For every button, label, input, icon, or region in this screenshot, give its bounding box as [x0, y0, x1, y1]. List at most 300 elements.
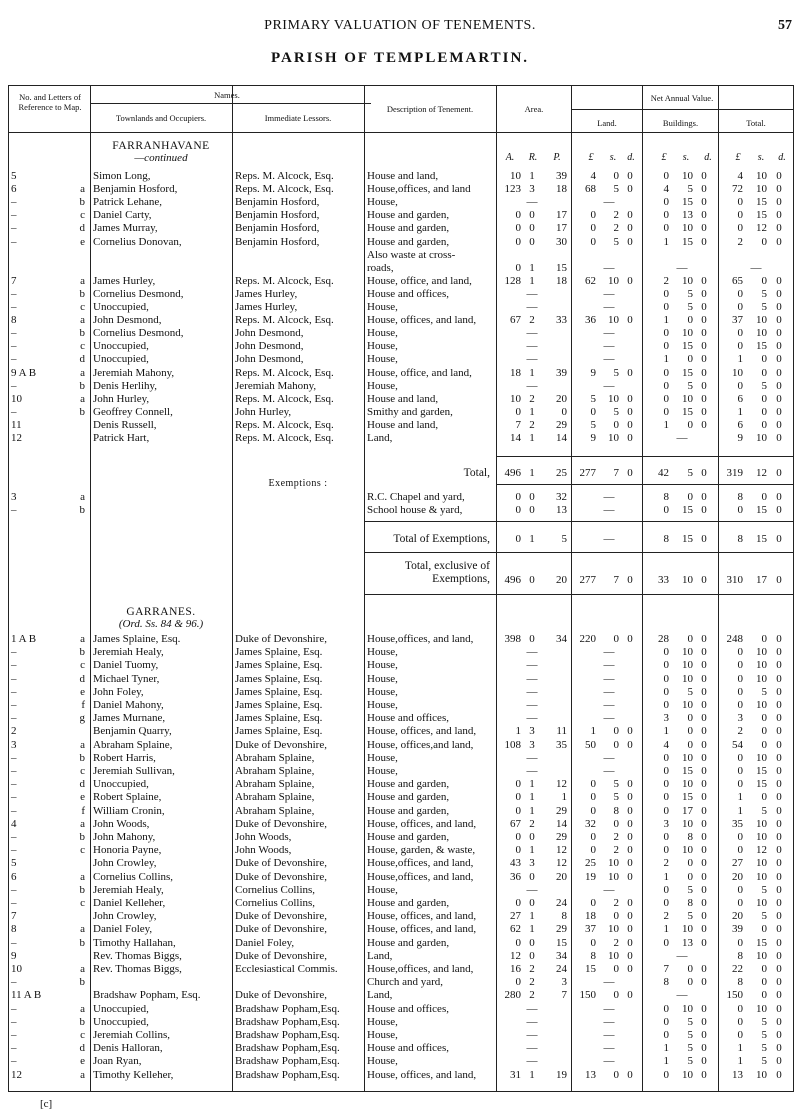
cell-buildings-shillings: 5: [687, 301, 693, 313]
cell-buildings-pence: 0: [701, 301, 707, 313]
cell-area-acres: 10: [510, 170, 521, 182]
cell-description: Land,: [367, 989, 393, 1002]
cell-map-ref: –: [11, 379, 17, 392]
cell-occupier: Unoccupied,: [93, 340, 149, 353]
cell-area-roods: —: [526, 353, 538, 366]
cell-description: roads,: [367, 261, 394, 274]
cell-buildings-shillings: 15: [682, 405, 693, 418]
cell-land-pounds: 9: [590, 366, 596, 379]
cell-map-ref: –: [11, 751, 17, 764]
cell-map-ref: –: [11, 659, 17, 672]
cell-map-ref: –: [11, 405, 17, 418]
cell-buildings-pounds: 2: [663, 857, 669, 870]
cell-map-ref: 8: [11, 923, 17, 936]
cell-area-acres: 0: [515, 778, 521, 791]
cell-area-acres: 67: [510, 817, 521, 830]
cell-total-pounds: 0: [737, 672, 743, 685]
table-row: [9, 791, 793, 803]
cell-buildings-pounds: 0: [663, 751, 669, 764]
cell-area-perches: 20: [556, 574, 567, 586]
cell-buildings-shillings: 0: [687, 712, 693, 725]
cell-total-pounds: 1: [737, 405, 743, 418]
cell-total-shillings: 10: [756, 1068, 767, 1081]
cell-buildings-pounds: 28: [658, 633, 669, 645]
cell-buildings-shillings: 5: [687, 379, 693, 392]
cell-area-acres: 0: [515, 405, 521, 418]
cell-map-letter: d: [79, 222, 85, 235]
cell-buildings-shillings: 10: [682, 327, 693, 340]
cell-map-ref: –: [11, 936, 17, 949]
unit-pounds: £: [735, 152, 741, 163]
cell-area-roods: 1: [529, 804, 535, 817]
cell-description: House, offices,and land,: [367, 738, 474, 751]
cell-buildings-shillings: 10: [682, 646, 693, 659]
cell-buildings-shillings: 10: [682, 659, 693, 672]
cell-buildings-shillings: —: [676, 949, 688, 962]
cell-map-letter: e: [80, 235, 85, 248]
total-label: Total,: [463, 467, 490, 479]
cell-total-shillings: 0: [761, 963, 767, 975]
cell-land-pence: 0: [627, 418, 633, 431]
cell-lessor: James Splaine, Esq.: [235, 725, 323, 738]
cell-total-pounds: 20: [732, 870, 743, 883]
cell-buildings-pence: 0: [701, 1068, 707, 1081]
cell-land-pounds: 277: [579, 467, 596, 479]
cell-description: House,: [367, 659, 398, 672]
cell-map-ref: 4: [11, 817, 17, 830]
cell-buildings-shillings: 10: [682, 392, 693, 405]
cell-land-pounds: 220: [579, 633, 596, 645]
cell-lessor: Duke of Devonshire,: [235, 857, 327, 870]
cell-total-pence: 0: [776, 725, 782, 738]
cell-total-pence: 0: [776, 574, 782, 586]
cell-land-shillings: 8: [613, 804, 619, 817]
cell-area-acres: 10: [510, 392, 521, 405]
cell-buildings-pence: 0: [701, 353, 707, 366]
total-rule: [496, 456, 793, 457]
cell-buildings-pounds: 0: [663, 1068, 669, 1081]
cell-map-letter: f: [81, 804, 85, 817]
cell-map-ref: –: [11, 685, 17, 698]
cell-land-pence: 0: [627, 804, 633, 817]
cell-total-pounds: 310: [726, 574, 743, 586]
cell-buildings-shillings: 10: [682, 699, 693, 711]
cell-land-shillings: 10: [608, 274, 619, 287]
table-row: [9, 950, 793, 962]
cell-lessor: James Hurley,: [235, 287, 298, 300]
cell-buildings-shillings: 10: [682, 923, 693, 936]
cell-description: House and garden,: [367, 778, 450, 791]
cell-map-ref: 2: [11, 725, 17, 738]
cell-area-perches: 17: [556, 222, 567, 235]
cell-description: House,offices, and land,: [367, 633, 474, 645]
cell-buildings-shillings: 15: [682, 765, 693, 777]
table-row: [9, 196, 793, 208]
cell-area-perches: 39: [556, 170, 567, 182]
table-row: [9, 831, 793, 843]
cell-total-shillings: 17: [756, 574, 767, 586]
cell-total-pounds: 20: [732, 910, 743, 923]
cell-total-pounds: 2: [737, 235, 743, 248]
table-row: [9, 275, 793, 287]
cell-area-perches: 13: [556, 504, 567, 517]
cell-total-pounds: 4: [737, 170, 743, 182]
cell-area-acres: 0: [515, 844, 521, 857]
cell-description: House, garden, & waste,: [367, 844, 476, 857]
cell-area-roods: —: [526, 646, 538, 659]
cell-area-roods: —: [526, 327, 538, 340]
cell-area-roods: 2: [529, 392, 535, 405]
cell-area-perches: 8: [561, 910, 567, 923]
table-row: [9, 739, 793, 751]
cell-map-ref: –: [11, 340, 17, 353]
cell-description: School house & yard,: [367, 504, 463, 517]
cell-description: House and garden,: [367, 831, 450, 843]
cell-buildings-shillings: 5: [687, 910, 693, 923]
cell-land-shillings: —: [603, 699, 615, 711]
cell-buildings-pence: 0: [701, 883, 707, 896]
cell-map-letter: b: [79, 504, 85, 517]
cell-area-perches: 35: [556, 738, 567, 751]
cell-land-pounds: 0: [590, 844, 596, 857]
cell-area-acres: 0: [515, 831, 521, 843]
cell-map-letter: b: [79, 936, 85, 949]
cell-total-pence: 0: [776, 870, 782, 883]
cell-buildings-shillings: 10: [682, 751, 693, 764]
cell-buildings-shillings: 0: [687, 976, 693, 989]
cell-buildings-pence: 0: [701, 685, 707, 698]
cell-buildings-pence: 0: [701, 379, 707, 392]
cell-buildings-pence: 0: [701, 1015, 707, 1028]
cell-total-pence: 0: [776, 765, 782, 777]
cell-buildings-pence: 0: [701, 222, 707, 235]
cell-area-perches: 30: [556, 235, 567, 248]
cell-land-shillings: 5: [613, 778, 619, 791]
cell-buildings-shillings: —: [676, 261, 688, 274]
cell-land-pounds: 36: [585, 314, 596, 327]
cell-area-perches: 34: [556, 633, 567, 645]
cell-buildings-pence: 0: [701, 533, 707, 545]
cell-land-pounds: 25: [585, 857, 596, 870]
cell-buildings-shillings: —: [676, 432, 688, 444]
table-row: [9, 1016, 793, 1028]
header-ref: No. and Letters of Reference to Map.: [18, 92, 82, 112]
cell-total-shillings: 10: [756, 1002, 767, 1015]
cell-map-ref: –: [11, 699, 17, 711]
cell-buildings-shillings: 10: [682, 672, 693, 685]
table-row: [9, 170, 793, 182]
cell-total-pounds: 319: [726, 467, 743, 479]
cell-buildings-pounds: 0: [663, 209, 669, 222]
exclusive-rule: [364, 594, 793, 595]
cell-map-letter: b: [79, 196, 85, 209]
table-row: [9, 725, 793, 737]
cell-lessor: Bradshaw Popham,Esq.: [235, 1029, 340, 1041]
cell-occupier: William Cronin,: [93, 804, 165, 817]
cell-land-pence: 0: [627, 222, 633, 235]
cell-total-shillings: 5: [761, 301, 767, 313]
cell-buildings-pence: 0: [701, 209, 707, 222]
cell-map-ref: –: [11, 646, 17, 659]
cell-land-shillings: 2: [613, 897, 619, 909]
cell-buildings-pounds: 2: [663, 274, 669, 287]
cell-land-shillings: 7: [613, 467, 619, 479]
cell-area-perches: 15: [556, 261, 567, 274]
cell-map-ref: –: [11, 976, 17, 989]
cell-description: House, office, and land,: [367, 274, 472, 287]
cell-occupier: Unoccupied,: [93, 1015, 149, 1028]
cell-map-ref: –: [11, 235, 17, 248]
cell-map-ref: –: [11, 831, 17, 843]
cell-buildings-pounds: 0: [663, 1029, 669, 1041]
cell-buildings-pence: 0: [701, 327, 707, 340]
cell-buildings-pence: 0: [701, 1042, 707, 1055]
cell-land-pence: 0: [627, 963, 633, 975]
cell-description: House,: [367, 327, 398, 340]
cell-buildings-pounds: 0: [663, 672, 669, 685]
cell-buildings-shillings: 0: [687, 870, 693, 883]
cell-area-acres: 280: [504, 989, 521, 1002]
cell-map-ref: –: [11, 765, 17, 777]
cell-map-letter: b: [79, 327, 85, 340]
cell-occupier: Timothy Hallahan,: [93, 936, 176, 949]
cell-total-pounds: 8: [737, 949, 743, 962]
cell-map-ref: –: [11, 504, 17, 517]
cell-map-ref: –: [11, 353, 17, 366]
cell-map-letter: c: [80, 209, 85, 222]
cell-area-perches: 17: [556, 209, 567, 222]
units-row: [9, 152, 793, 164]
table-row: [9, 262, 793, 274]
cell-occupier: Cornelius Desmond,: [93, 287, 184, 300]
cell-buildings-pounds: 0: [663, 379, 669, 392]
cell-lessor: Reps. M. Alcock, Esq.: [235, 392, 334, 405]
cell-area-roods: 0: [529, 574, 535, 586]
cell-area-perches: 18: [556, 274, 567, 287]
cell-total-pounds: 35: [732, 817, 743, 830]
unit-acres: A.: [505, 152, 515, 163]
cell-lessor: Ecclesiastical Commis.: [235, 963, 338, 975]
cell-buildings-pence: 0: [701, 672, 707, 685]
cell-lessor: John Desmond,: [235, 327, 304, 340]
cell-map-ref: –: [11, 897, 17, 909]
cell-buildings-pence: 0: [701, 504, 707, 517]
cell-occupier: Unoccupied,: [93, 353, 149, 366]
cell-occupier: Cornelius Donovan,: [93, 235, 182, 248]
cell-map-ref: 10: [11, 963, 22, 975]
cell-area-perches: 12: [556, 844, 567, 857]
cell-lessor: Jeremiah Mahony,: [235, 379, 317, 392]
cell-lessor: James Splaine, Esq.: [235, 659, 323, 672]
cell-buildings-pounds: 0: [663, 405, 669, 418]
cell-area-roods: —: [526, 699, 538, 711]
cell-total-pence: 0: [776, 353, 782, 366]
cell-area-roods: 2: [529, 989, 535, 1002]
cell-total-pence: 0: [776, 327, 782, 340]
cell-occupier: Daniel Foley,: [93, 923, 153, 936]
cell-lessor: Daniel Foley,: [235, 936, 295, 949]
table-row: [9, 646, 793, 658]
cell-occupier: Daniel Carty,: [93, 209, 152, 222]
cell-buildings-pence: 0: [701, 765, 707, 777]
cell-description: House and land,: [367, 392, 439, 405]
table-row: [9, 367, 793, 379]
cell-occupier: Cornelius Desmond,: [93, 327, 184, 340]
cell-land-shillings: 5: [613, 791, 619, 804]
cell-lessor: Benjamin Hosford,: [235, 209, 320, 222]
cell-buildings-pounds: 0: [663, 897, 669, 909]
cell-buildings-pence: 0: [701, 712, 707, 725]
cell-buildings-pounds: 0: [663, 936, 669, 949]
total-exemptions-label: Total of Exemptions,: [393, 533, 490, 545]
cell-total-shillings: 15: [756, 936, 767, 949]
cell-buildings-pounds: 0: [663, 883, 669, 896]
cell-land-pounds: 0: [590, 791, 596, 804]
townland-subtitle: —continued: [134, 152, 188, 164]
cell-buildings-shillings: 10: [682, 1002, 693, 1015]
table-row: [9, 778, 793, 790]
cell-occupier: Rev. Thomas Biggs,: [93, 963, 182, 975]
cell-buildings-pence: 0: [701, 910, 707, 923]
cell-buildings-shillings: —: [676, 989, 688, 1002]
cell-buildings-shillings: 5: [687, 467, 693, 479]
cell-land-pence: 0: [627, 235, 633, 248]
cell-area-acres: 62: [510, 923, 521, 936]
cell-map-letter: a: [80, 923, 85, 936]
cell-total-pounds: 8: [737, 976, 743, 989]
cell-map-ref: –: [11, 804, 17, 817]
cell-total-pence: 0: [776, 1068, 782, 1081]
cell-area-perches: 34: [556, 949, 567, 962]
cell-total-pounds: 27: [732, 857, 743, 870]
table-row: [9, 805, 793, 817]
cell-total-pounds: 0: [737, 844, 743, 857]
cell-total-pence: 0: [776, 491, 782, 503]
townland-name: FARRANHAVANE: [112, 140, 210, 152]
table-row: [9, 963, 793, 975]
cell-map-letter: c: [80, 659, 85, 672]
cell-map-ref: –: [11, 1029, 17, 1041]
cell-map-ref: –: [11, 301, 17, 313]
cell-map-ref: –: [11, 791, 17, 804]
table-row: [9, 686, 793, 698]
cell-land-shillings: 0: [613, 170, 619, 182]
cell-total-shillings: 10: [756, 817, 767, 830]
cell-total-pence: 0: [776, 699, 782, 711]
cell-area-roods: —: [526, 751, 538, 764]
cell-area-acres: 27: [510, 910, 521, 923]
cell-total-pounds: 6: [737, 392, 743, 405]
cell-land-pence: 0: [627, 432, 633, 444]
cell-buildings-shillings: 0: [687, 353, 693, 366]
cell-total-shillings: 5: [761, 379, 767, 392]
cell-total-shillings: 12: [756, 467, 767, 479]
cell-occupier: Jeremiah Healy,: [93, 883, 164, 896]
cell-total-shillings: 10: [756, 183, 767, 196]
unit-pence: d.: [627, 152, 635, 163]
cell-lessor: Abraham Splaine,: [235, 765, 315, 777]
cell-area-perches: 18: [556, 183, 567, 196]
cell-land-shillings: 2: [613, 222, 619, 235]
cell-buildings-shillings: 10: [682, 778, 693, 791]
cell-buildings-pounds: 0: [663, 170, 669, 182]
cell-total-shillings: 5: [761, 685, 767, 698]
cell-area-roods: —: [526, 883, 538, 896]
cell-occupier: John Hurley,: [93, 392, 150, 405]
cell-total-shillings: 10: [756, 857, 767, 870]
cell-lessor: John Woods,: [235, 844, 292, 857]
cell-total-pounds: 1: [737, 791, 743, 804]
cell-map-letter: e: [80, 685, 85, 698]
cell-total-shillings: 5: [761, 910, 767, 923]
cell-area-roods: 0: [529, 633, 535, 645]
table-row: [9, 380, 793, 392]
cell-land-shillings: —: [603, 1055, 615, 1068]
header-townlands: Townlands and Occupiers.: [115, 113, 207, 123]
cell-area-roods: 1: [529, 923, 535, 936]
cell-occupier: Simon Long,: [93, 170, 151, 182]
cell-buildings-shillings: 0: [687, 418, 693, 431]
table-row: [9, 574, 793, 586]
cell-occupier: John Mahony,: [93, 831, 156, 843]
unit-pounds: £: [588, 152, 594, 163]
table-row: [9, 857, 793, 869]
cell-area-roods: 1: [529, 432, 535, 444]
cell-buildings-pounds: 7: [663, 963, 669, 975]
cell-land-shillings: 0: [613, 989, 619, 1002]
cell-description: House,: [367, 379, 398, 392]
cell-area-roods: 3: [529, 738, 535, 751]
cell-map-letter: b: [79, 287, 85, 300]
cell-description: House and garden,: [367, 235, 450, 248]
cell-area-perches: 20: [556, 870, 567, 883]
cell-buildings-shillings: 15: [682, 235, 693, 248]
cell-occupier: John Crowley,: [93, 910, 157, 923]
cell-buildings-pence: 0: [701, 467, 707, 479]
cell-total-shillings: 0: [761, 989, 767, 1002]
cell-land-pounds: 0: [590, 405, 596, 418]
cell-buildings-pence: 0: [701, 314, 707, 327]
cell-land-shillings: 10: [608, 432, 619, 444]
cell-description: House, offices, and land,: [367, 314, 477, 327]
cell-description: House and offices,: [367, 712, 449, 725]
cell-total-shillings: 0: [761, 923, 767, 936]
cell-buildings-shillings: 0: [687, 738, 693, 751]
cell-area-acres: 0: [515, 936, 521, 949]
cell-land-pence: 0: [627, 574, 633, 586]
cell-map-letter: b: [79, 751, 85, 764]
cell-map-ref: 7: [11, 274, 17, 287]
cell-buildings-pounds: 0: [663, 646, 669, 659]
cell-total-pence: 0: [776, 467, 782, 479]
cell-total-pence: 0: [776, 533, 782, 545]
cell-occupier: Robert Harris,: [93, 751, 156, 764]
cell-occupier: Timothy Kelleher,: [93, 1068, 174, 1081]
table-row: [9, 467, 793, 479]
cell-buildings-pence: 0: [701, 844, 707, 857]
cell-land-shillings: —: [603, 287, 615, 300]
cell-area-roods: 1: [529, 405, 535, 418]
cell-description: R.C. Chapel and yard,: [367, 491, 465, 503]
cell-area-perches: 0: [561, 405, 567, 418]
cell-lessor: Duke of Devonshire,: [235, 910, 327, 923]
cell-map-letter: c: [80, 765, 85, 777]
cell-map-letter: d: [79, 1042, 85, 1055]
cell-description: House,offices, and land,: [367, 857, 474, 870]
cell-total-shillings: —: [750, 261, 762, 274]
cell-area-roods: 0: [529, 936, 535, 949]
cell-buildings-shillings: 10: [682, 222, 693, 235]
